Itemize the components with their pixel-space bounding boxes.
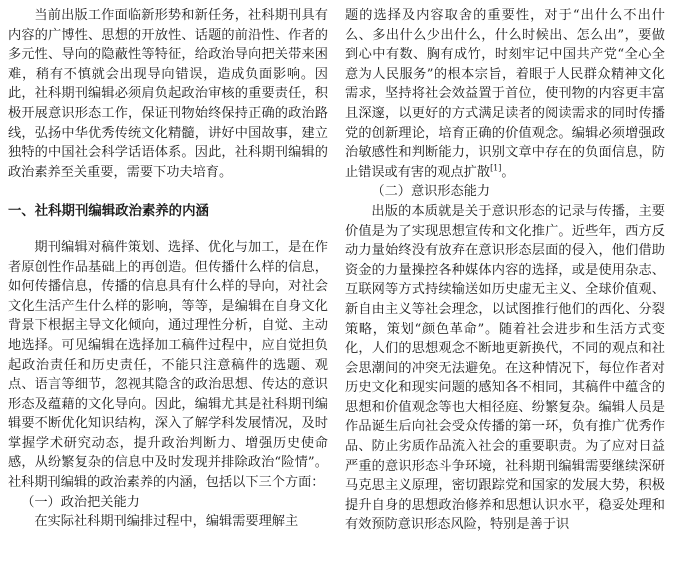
left-column [8, 6, 328, 532]
continued-paragraph [345, 6, 665, 182]
citation-ref: [1] [490, 163, 502, 173]
subheading-ideology: （二）意识形态能力 [371, 184, 491, 200]
ideology-paragraph: 出版的本质就是关于意识形态的记录与传播，主要价值是为了实现思想宣传和文化推广。近些年，西方反动力量始终没有放弃在意识形态层面的侵入，他们借助资金的力量操控各种媒体内容的选择，或是使用杂志、互联网等方式持续输送如历史虚无主义、全球价值观、新自由主义等社会理念，以试图推行他们的西化、分裂策略，策划“颜色革命”。随着社会进步和生活方式变化，人们的思想观念不断地更新换代，不同的观点和社会思潮间的冲突无法避免。在这种情况下，每位作者对历史文化和现实问题的感知各不相同，其稿件中蕴含的思想和价值观念等也大相径庭、纷繁复杂。编辑人员是作品诞生后向社会受众传播的第一环，负有推广优秀作品、防止劣质作品流入社会的重要职责。为了应对日益严重的意识形态斗争环境，社科期刊编辑需要继续深研马克思主义原理，密切跟踪党和国家的发展大势，积极提升自身的思想政治修养和思想认识水平，稳妥处理和有效预防意识形态风险，特别是善于识 [345, 203, 665, 533]
subparagraph-start: 在实际社科期刊编排过程中，编辑需要理解主 [34, 514, 299, 530]
subheading-political-review: （一）政治把关能力 [21, 494, 140, 510]
section-heading: 一、社科期刊编辑政治素养的内涵 [8, 204, 209, 220]
right-column [345, 6, 665, 535]
continued-paragraph-end: 。 [501, 164, 515, 180]
section-paragraph: 期刊编辑对稿件策划、选择、优化与加工，是在作者原创性作品基础上的再创造。但传播什么样的信息，如何传播信息，传播的信息具有什么样的导向，对社会文化生活产生什么样的影响，等等，是编辑在自身文化背景下根据主导文化倾向，通过理性分析，自觉、主动地选择。可见编辑在选择加工稿件过程中，应自觉担负起政治责任和历史责任，不能只注意稿件的选题、观点、语言等细节，忽视其隐含的政治思想、传达的意识形态及蕴藉的文化导向。因此，编辑尤其是社科期刊编辑要不断优化知识结构，深入了解学科发展情况，及时掌握学术研究动态，提升政治判断力、增强历史使命感，从纷繁复杂的信息中及时发现并排除政治“险情”。社科期刊编辑的政治素养的内涵，包括以下三个方面： [8, 239, 328, 491]
intro-paragraph: 当前出版工作面临新形势和新任务，社科期刊具有内容的广博性、思想的开放性、话题的前沿性、作者的多元性、导向的隐蔽性等特征，给政治导向把关带来困难，稍有不慎就会出现导向错误，造成负面影响。因此，社科期刊编辑必须肩负起政治审核的重要责任，积极开展意识形态工作，保证刊物始终保持正确的政治路线，弘扬中华优秀传统文化精髓，讲好中国故事，建立独特的中国社会科学话语体系。因此，社科期刊编辑的政治素养至关重要，需要下功夫培育。 [8, 8, 328, 180]
continued-paragraph-text: 题的选择及内容取舍的重要性，对于“出什么不出什么、多出什么少出什么，什么时候出、怎么出”，要做到心中有数、胸有成竹，时刻牢记中国共产党“全心全意为人民服务”的根本宗旨，着眼于人民群众精神文化需求，坚持将社会效益置于首位，使刊物的内容更丰富且深邃，以更好的方式满足读者的阅读需求的同时传播党的创新理论，培育正确的价值观念。编辑必须增强政治敏感性和判断能力，识别文章中存在的负面信息，防止错误或有害的观点扩散 [345, 8, 665, 180]
